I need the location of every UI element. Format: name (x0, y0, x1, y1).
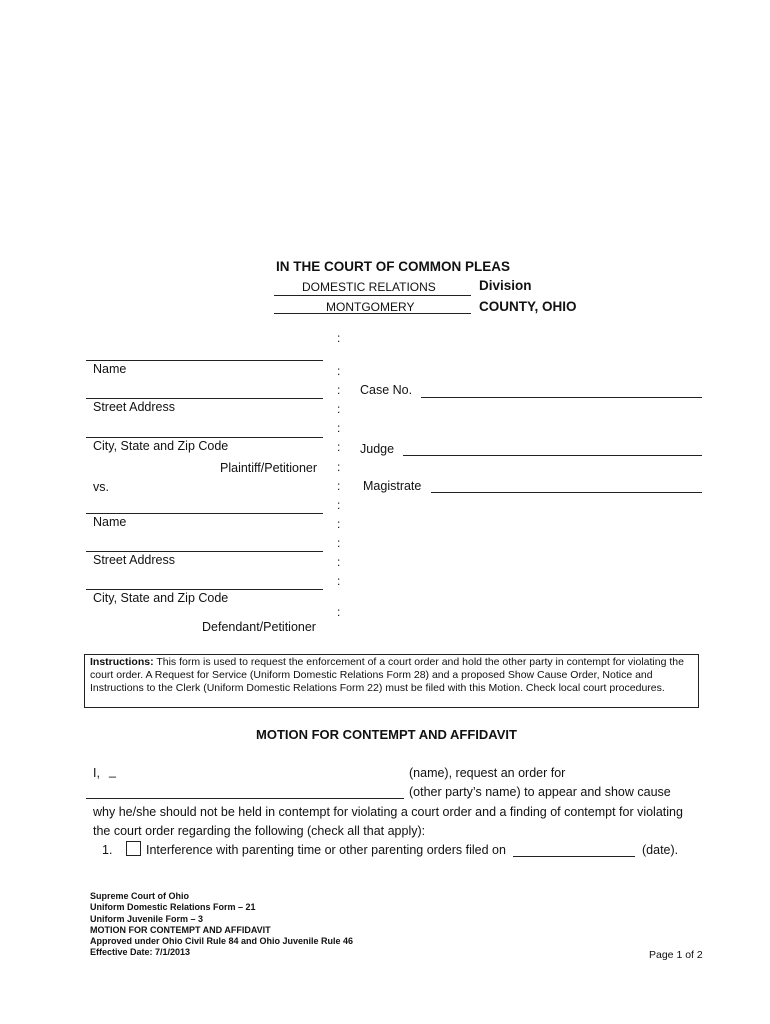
item-1-suffix: (date). (642, 843, 679, 857)
case-no-field[interactable] (421, 397, 702, 398)
caption-separator: : (337, 605, 341, 619)
plaintiff-name-field[interactable] (86, 360, 323, 361)
affiant-name-suffix: (name), request an order for (409, 766, 566, 780)
caption-separator: : (337, 421, 341, 435)
motion-line-2: the court order regarding the following (check all that apply): (93, 824, 426, 838)
footer-line: Uniform Juvenile Form – 3 (90, 913, 204, 924)
footer-line: Approved under Ohio Civil Rule 84 and Ohio Juvenile Rule 46 (90, 936, 354, 947)
plaintiff-city-label: City, State and Zip Code (93, 439, 229, 453)
defendant-city-field[interactable] (86, 589, 323, 590)
plaintiff-street-field[interactable] (86, 398, 323, 399)
plaintiff-city-field[interactable] (86, 437, 323, 438)
division-name: DOMESTIC RELATIONS (302, 280, 436, 294)
caption-separator: : (337, 402, 341, 416)
other-party-field[interactable] (86, 798, 404, 799)
defendant-name-label: Name (93, 515, 127, 529)
caption-separator: : (337, 331, 341, 345)
caption-separator: : (337, 479, 341, 493)
caption-separator: : (337, 498, 341, 512)
instructions-box (84, 654, 699, 708)
case-no-label: Case No. (360, 383, 413, 397)
form-footer (90, 891, 353, 959)
caption-separator: : (337, 383, 341, 397)
plaintiff-role: Plaintiff/Petitioner (220, 461, 318, 475)
footer-line: Effective Date: 7/1/2013 (90, 947, 191, 958)
footer-line: MOTION FOR CONTEMPT AND AFFIDAVIT (90, 924, 271, 935)
defendant-street-label: Street Address (93, 553, 175, 567)
court-title: IN THE COURT OF COMMON PLEAS (276, 259, 510, 274)
county-name: MONTGOMERY (326, 300, 415, 314)
caption-separator: : (337, 364, 341, 378)
vs-label: vs. (93, 480, 109, 494)
caption-separator: : (337, 517, 341, 531)
defendant-name-field[interactable] (86, 513, 323, 514)
defendant-city-label: City, State and Zip Code (93, 591, 229, 605)
county-label: COUNTY, OHIO (479, 299, 577, 314)
motion-line-1: why he/she should not be held in contempt for violating a court order and a finding of contempt for violating (93, 805, 683, 819)
division-label: Division (479, 278, 532, 293)
affiant-name-value[interactable]: _ (109, 764, 116, 778)
footer-line: Supreme Court of Ohio (90, 891, 189, 901)
caption-separator: : (337, 440, 341, 454)
defendant-role: Defendant/Petitioner (202, 620, 316, 634)
judge-label: Judge (360, 442, 395, 456)
plaintiff-name-label: Name (93, 362, 127, 376)
motion-title: MOTION FOR CONTEMPT AND AFFIDAVIT (256, 727, 517, 742)
caption-separator: : (337, 555, 341, 569)
caption-separator: : (337, 536, 341, 550)
item-1-number: 1. (102, 843, 113, 857)
footer-line: Uniform Domestic Relations Form – 21 (90, 902, 256, 913)
item-1-text: Interference with parenting time or other parenting orders filed on (146, 843, 506, 857)
magistrate-label: Magistrate (363, 479, 422, 493)
division-line (274, 295, 471, 296)
magistrate-field[interactable] (431, 492, 702, 493)
instructions-heading: Instructions: (90, 656, 154, 668)
item-1-checkbox[interactable] (126, 841, 141, 856)
defendant-street-field[interactable] (86, 551, 323, 552)
affiant-label: I, (93, 766, 100, 780)
plaintiff-street-label: Street Address (93, 400, 175, 414)
other-party-suffix: (other party’s name) to appear and show cause (409, 785, 671, 799)
judge-field[interactable] (403, 455, 702, 456)
caption-separator: : (337, 460, 341, 474)
item-1-date-field[interactable] (513, 856, 635, 857)
instructions-text: This form is used to request the enforcement of a court order and hold the other party in contempt for violating the court order. A Request for Service (Uniform Domestic Relations Form 28) and a proposed Show Cause Order, Notice and Instructions to the Clerk (Uniform Domestic Relations Form 22) must be filed with this Motion. Check local court procedures. (90, 656, 684, 694)
page-number: Page 1 of 2 (649, 949, 703, 961)
caption-separator: : (337, 574, 341, 588)
county-line (274, 313, 471, 314)
